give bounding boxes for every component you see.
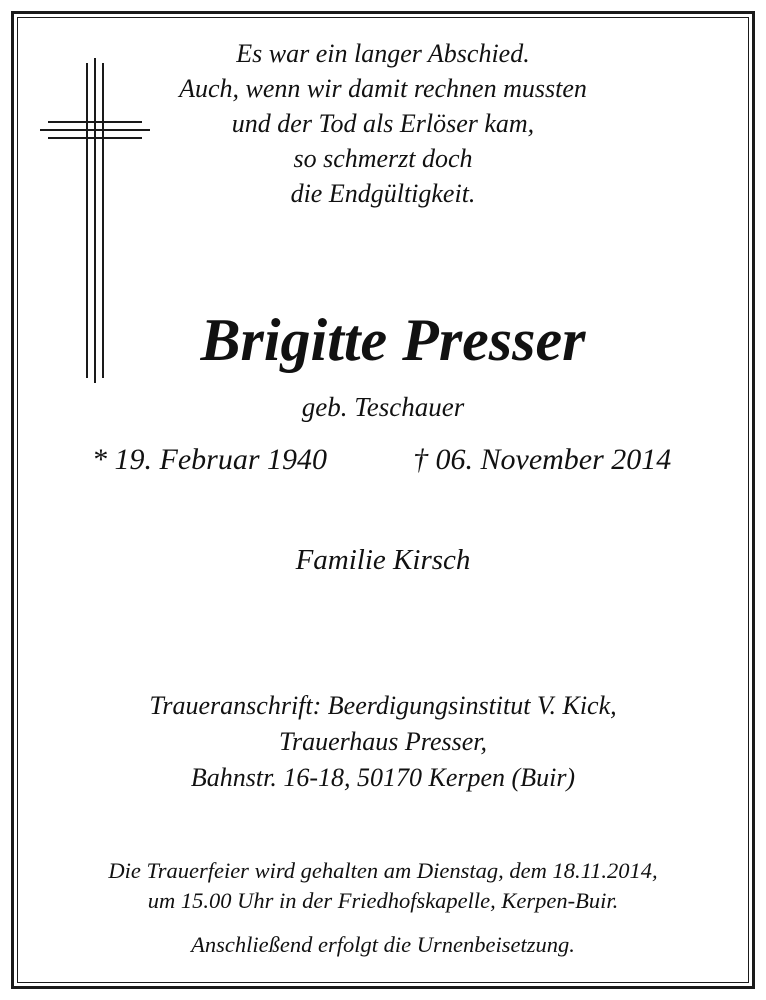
death-date: † 06. November 2014 [413,443,672,476]
address-line: Trauerhaus Presser, [278,727,488,756]
deceased-name: Brigitte Presser [200,307,586,373]
birth-date: * 19. Februar 1940 [92,443,327,476]
verse [0,36,766,211]
verse-line: so schmerzt doch [293,144,473,173]
urn-note: Anschließend erfolgt die Urnenbeisetzung. [191,932,575,957]
ceremony-line: Die Trauerfeier wird gehalten am Dienstag, dem 18.11.2014, [108,858,658,883]
condolence-address [0,688,766,796]
verse-line: und der Tod als Erlöser kam, [231,109,535,138]
verse-line: die Endgültigkeit. [290,179,476,208]
address-line: Traueranschrift: Beerdigungsinstitut V. Kick, [149,691,617,720]
mourners: Familie Kirsch [295,544,471,576]
verse-line: Auch, wenn wir damit rechnen mussten [179,74,587,103]
verse-line: Es war ein langer Abschied. [236,39,530,68]
ceremony-info [0,856,766,916]
ceremony-line: um 15.00 Uhr in der Friedhofskapelle, Kerpen-Buir. [147,888,619,913]
address-line: Bahnstr. 16-18, 50170 Kerpen (Buir) [190,763,576,792]
birth-name: geb. Teschauer [301,392,465,422]
